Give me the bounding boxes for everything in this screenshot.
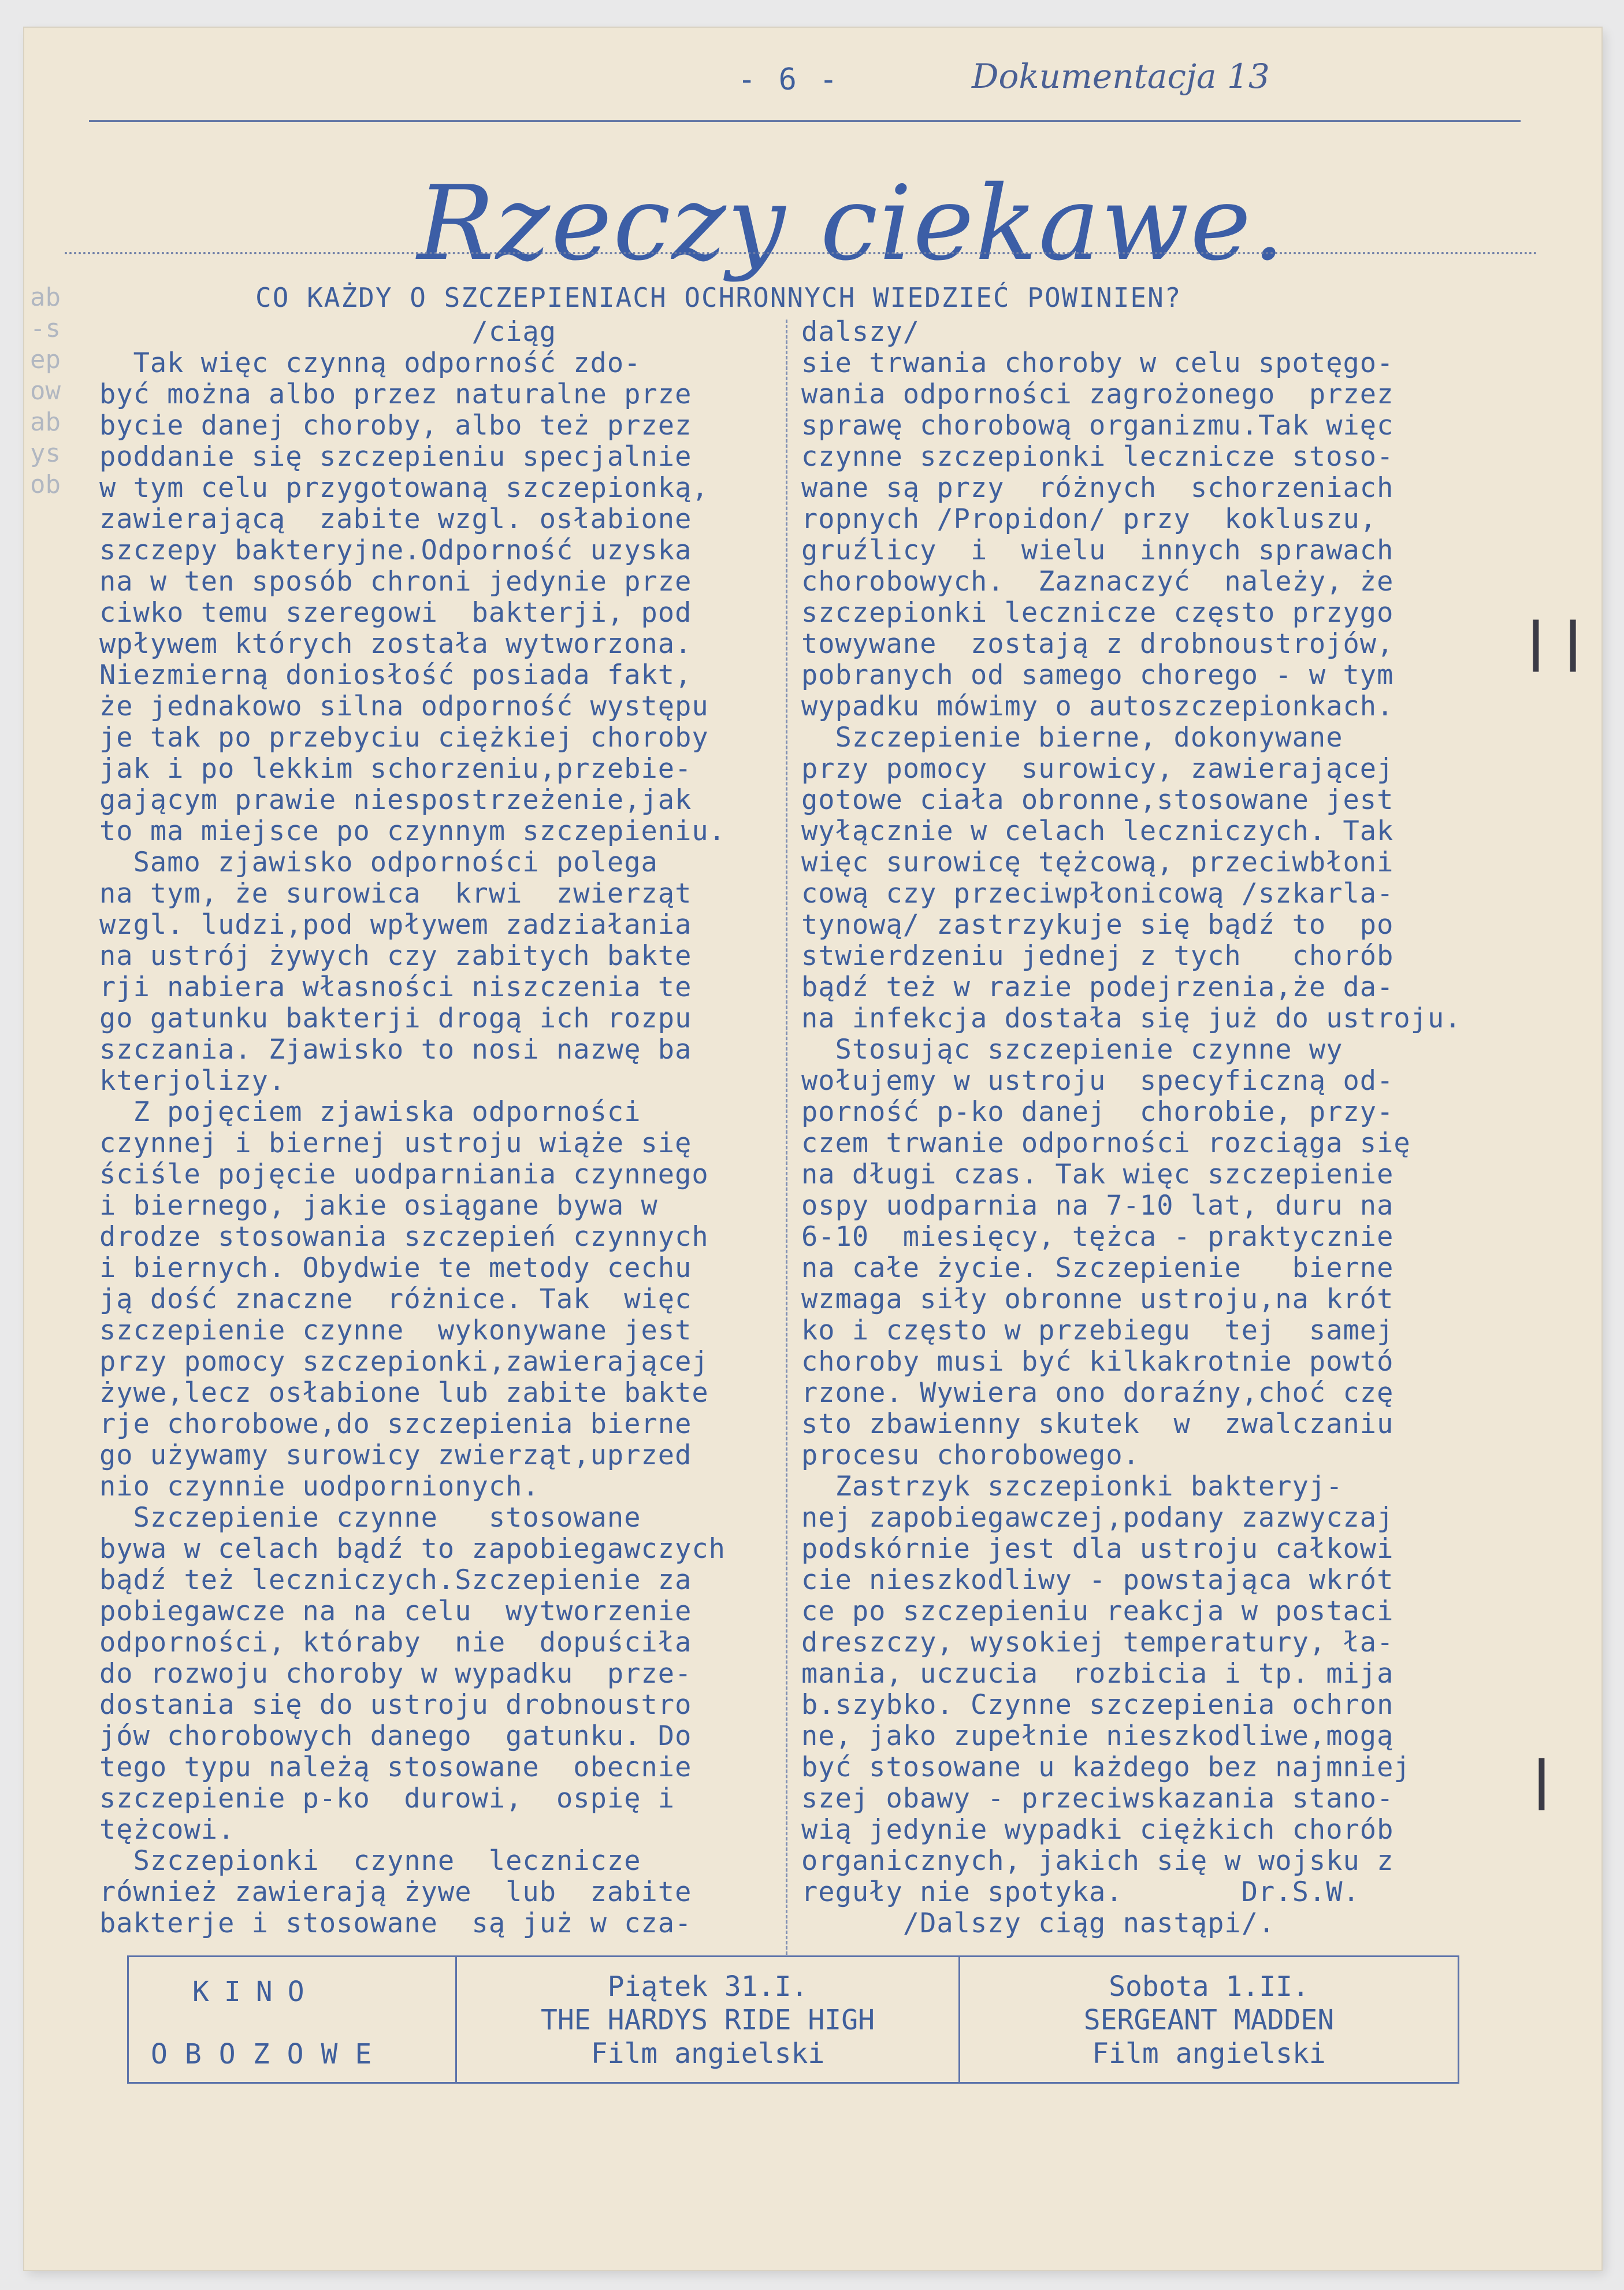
dotted-divider: [65, 252, 1538, 254]
text-line: szczepy bakteryjne.Odporność uzyska: [99, 535, 692, 566]
text-line: -s: [30, 314, 61, 343]
text-line: gającym prawie niespostrzeżenie,jak: [99, 784, 692, 816]
text-line: Szczepienie bierne, dokonywane: [801, 722, 1343, 754]
text-line: nio czynnie uodpornionych.: [99, 1471, 540, 1502]
section-header-title: Rzeczy ciekawe.: [417, 164, 1286, 283]
text-line: stwierdzeniu jednej z tych chorób: [801, 940, 1394, 972]
text-line: sto zbawienny skutek w zwalczaniu: [801, 1408, 1394, 1440]
text-line: porność p-ko danej chorobie, przy-: [801, 1096, 1394, 1128]
text-line: cową czy przeciwpłonicową /szkarla-: [801, 878, 1394, 910]
cinema-saturday-cell: [960, 1957, 1458, 2082]
margin-mark-icon: | |: [1526, 611, 1583, 672]
text-line: nej zapobiegawczej,podany zazwyczaj: [801, 1502, 1394, 1534]
text-line: bakterje i stosowane są już w cza-: [99, 1907, 692, 1939]
text-line: ko i często w przebiegu tej samej: [801, 1315, 1394, 1346]
text-line: wzmaga siły obronne ustroju,na krót: [801, 1283, 1394, 1315]
text-line: sprawę chorobową organizmu.Tak więc: [801, 410, 1394, 441]
column-divider: [786, 320, 789, 1955]
text-line: ow: [30, 376, 61, 406]
show-through-text: [30, 282, 105, 500]
saturday-film-title: SERGEANT MADDEN: [1083, 2004, 1335, 2036]
text-line: rje chorobowe,do szczepienia bierne: [99, 1408, 692, 1440]
text-line: chorobowych. Zaznaczyć należy, że: [801, 566, 1394, 597]
text-line: Szczepienie czynne stosowane: [99, 1502, 641, 1534]
text-line: ściśle pojęcie uodparniania czynnego: [99, 1159, 709, 1190]
text-line: Niezmierną doniosłość posiada fakt,: [99, 659, 692, 691]
text-line: na długi czas. Tak więc szczepienie: [801, 1159, 1394, 1190]
text-line: go gatunku bakterji drogą ich rozpu: [99, 1003, 692, 1034]
text-line: ab: [30, 407, 61, 437]
text-line: podskórnie jest dla ustroju całkowi: [801, 1533, 1394, 1565]
saturday-date: Sobota 1.II.: [1109, 1970, 1309, 2003]
text-line: b.szybko. Czynne szczepienia ochron: [801, 1689, 1394, 1721]
text-line: sie trwania choroby w celu spotęgo-: [801, 347, 1394, 379]
text-line: ep: [30, 345, 61, 374]
text-line: szczepienie czynne wykonywane jest: [99, 1315, 692, 1346]
text-line: więc surowicę tężcową, przeciwbłoni: [801, 847, 1394, 878]
text-line: tynową/ zastrzykuje się bądź to po: [801, 909, 1394, 941]
saturday-film-note: Film angielski: [1092, 2037, 1326, 2070]
text-line: dreszczy, wysokiej temperatury, ła-: [801, 1627, 1394, 1658]
friday-date: Piątek 31.I.: [607, 1970, 808, 2003]
text-line: na infekcja dostała się już do ustroju.: [801, 1003, 1462, 1034]
text-line: wzgl. ludzi,pod wpływem zadziałania: [99, 909, 692, 941]
text-line: wypadku mówimy o autoszczepionkach.: [801, 691, 1394, 722]
text-line: czynne szczepionki lecznicze stoso-: [801, 441, 1394, 473]
text-line: na w ten sposób chroni jedynie prze: [99, 566, 692, 597]
text-line: /Dalszy ciąg nastąpi/.: [801, 1907, 1276, 1939]
friday-film-note: Film angielski: [590, 2037, 825, 2070]
text-line: ob: [30, 470, 61, 499]
text-line: być stosowane u każdego bez najmniej: [801, 1751, 1411, 1783]
text-line: wyłącznie w celach leczniczych. Tak: [801, 815, 1394, 847]
text-line: bądź też leczniczych.Szczepienie za: [99, 1564, 692, 1596]
text-line: dostania się do ustroju drobnoustro: [99, 1689, 692, 1721]
text-line: kterjolizy.: [99, 1065, 286, 1097]
margin-mark-icon: |: [1532, 1750, 1551, 1810]
text-line: ce po szczepieniu reakcja w postaci: [801, 1595, 1394, 1627]
text-line: ospy uodparnia na 7-10 lat, duru na: [801, 1190, 1394, 1222]
text-line: ne, jako zupełnie nieszkodliwe,mogą: [801, 1720, 1394, 1752]
text-line: jów chorobowych danego gatunku. Do: [99, 1720, 692, 1752]
text-line: ys: [30, 439, 61, 468]
text-line: wołujemy w ustroju specyficzną od-: [801, 1065, 1394, 1097]
text-line: żywe,lecz osłabione lub zabite bakte: [99, 1377, 709, 1409]
text-line: /ciąg: [99, 316, 557, 348]
text-line: szczepienie p-ko durowi, ospię i: [99, 1783, 675, 1814]
text-line: również zawierają żywe lub zabite: [99, 1876, 692, 1908]
text-line: choroby musi być kilkakrotnie powtó: [801, 1346, 1394, 1378]
text-line: pobranych od samego chorego - w tym: [801, 659, 1394, 691]
text-line: jak i po lekkim schorzeniu,przebie-: [99, 753, 692, 785]
text-line: i biernych. Obydwie te metody cechu: [99, 1252, 692, 1284]
text-line: Samo zjawisko odporności polega: [99, 847, 658, 878]
text-line: na ustrój żywych czy zabitych bakte: [99, 940, 692, 972]
text-line: zawierającą zabite wzgl. osłabione: [99, 503, 692, 535]
text-line: na całe życie. Szczepienie bierne: [801, 1252, 1394, 1284]
handwritten-annotation: Dokumentacja 13: [972, 57, 1270, 96]
cinema-schedule-box: [127, 1955, 1459, 2084]
top-rule: [89, 120, 1521, 122]
cinema-friday-cell: [457, 1957, 960, 2082]
cinema-label-line1: KINO: [192, 1976, 319, 2008]
text-line: przy pomocy surowicy, zawierającej: [801, 753, 1394, 785]
page-number: - 6 -: [738, 62, 840, 97]
text-line: ropnych /Propidon/ przy kokluszu,: [801, 503, 1377, 535]
text-line: Z pojęciem zjawiska odporności: [99, 1096, 641, 1128]
text-line: poddanie się szczepieniu specjalnie: [99, 441, 692, 473]
text-line: czem trwanie odporności rozciąga się: [801, 1127, 1411, 1159]
text-line: procesu chorobowego.: [801, 1439, 1140, 1471]
text-line: wane są przy różnych schorzeniach: [801, 472, 1394, 504]
text-line: Zastrzyk szczepionki bakteryj-: [801, 1471, 1343, 1502]
text-line: bywa w celach bądź to zapobiegawczych: [99, 1533, 726, 1565]
text-line: tego typu należą stosowane obecnie: [99, 1751, 692, 1783]
text-line: cie nieszkodliwy - powstająca wkrót: [801, 1564, 1394, 1596]
cinema-label-cell: [129, 1957, 457, 2082]
text-line: czynnej i biernej ustroju wiąże się: [99, 1127, 692, 1159]
text-line: rji nabiera własności niszczenia te: [99, 971, 692, 1003]
text-line: wania odporności zagrożonego przez: [801, 378, 1394, 410]
text-line: w tym celu przygotowaną szczepionką,: [99, 472, 709, 504]
document-page: [24, 28, 1601, 2270]
text-line: mania, uczucia rozbicia i tp. mija: [801, 1658, 1394, 1690]
text-line: Szczepionki czynne lecznicze: [99, 1845, 641, 1877]
text-line: Stosując szczepienie czynne wy: [801, 1034, 1343, 1066]
text-line: i biernego, jakie osiągane bywa w: [99, 1190, 658, 1222]
text-line: go używamy surowicy zwierząt,uprzed: [99, 1439, 692, 1471]
text-line: ją dość znaczne różnice. Tak więc: [99, 1283, 692, 1315]
text-line: je tak po przebyciu ciężkiej choroby: [99, 722, 709, 754]
text-line: to ma miejsce po czynnym szczepieniu.: [99, 815, 726, 847]
text-line: szczepionki lecznicze często przygo: [801, 597, 1394, 629]
text-line: bycie danej choroby, albo też przez: [99, 410, 692, 441]
article-title: CO KAŻDY O SZCZEPIENIACH OCHRONNYCH WIEDZIEĆ POWINIEN?: [255, 282, 1182, 313]
text-line: gotowe ciała obronne,stosowane jest: [801, 784, 1394, 816]
text-line: tężcowi.: [99, 1814, 235, 1846]
text-line: gruźlicy i wielu innych sprawach: [801, 535, 1394, 566]
text-line: bądź też w razie podejrzenia,że da-: [801, 971, 1394, 1003]
text-line: do rozwoju choroby w wypadku prze-: [99, 1658, 692, 1690]
text-line: ciwko temu szeregowi bakterji, pod: [99, 597, 692, 629]
text-line: 6-10 miesięcy, tężca - praktycznie: [801, 1221, 1394, 1253]
text-line: pobiegawcze na na celu wytworzenie: [99, 1595, 692, 1627]
text-line: szej obawy - przeciwskazania stano-: [801, 1783, 1394, 1814]
text-line: ab: [30, 283, 61, 312]
friday-film-title: THE HARDYS RIDE HIGH: [541, 2004, 875, 2036]
left-text-column: [99, 317, 726, 1939]
text-line: towywane zostają z drobnoustrojów,: [801, 628, 1394, 660]
text-line: rzone. Wywiera ono doraźny,choć czę: [801, 1377, 1394, 1409]
text-line: wią jedynie wypadki ciężkich chorób: [801, 1814, 1394, 1846]
text-line: szczania. Zjawisko to nosi nazwę ba: [99, 1034, 692, 1066]
text-line: być można albo przez naturalne prze: [99, 378, 692, 410]
text-line: na tym, że surowica krwi zwierząt: [99, 878, 692, 910]
text-line: wpływem których została wytworzona.: [99, 628, 692, 660]
text-line: drodze stosowania szczepień czynnych: [99, 1221, 709, 1253]
cinema-label-line2: OBOZOWE: [151, 2038, 389, 2070]
text-line: przy pomocy szczepionki,zawierającej: [99, 1346, 709, 1378]
text-line: Tak więc czynną odporność zdo-: [99, 347, 641, 379]
text-line: organicznych, jakich się w wojsku z: [801, 1845, 1394, 1877]
text-line: reguły nie spotyka. Dr.S.W.: [801, 1876, 1360, 1908]
text-line: że jednakowo silna odporność występu: [99, 691, 709, 722]
right-text-column: [801, 317, 1462, 1939]
text-line: odporności, któraby nie dopuściła: [99, 1627, 692, 1658]
text-line: dalszy/: [801, 316, 920, 348]
